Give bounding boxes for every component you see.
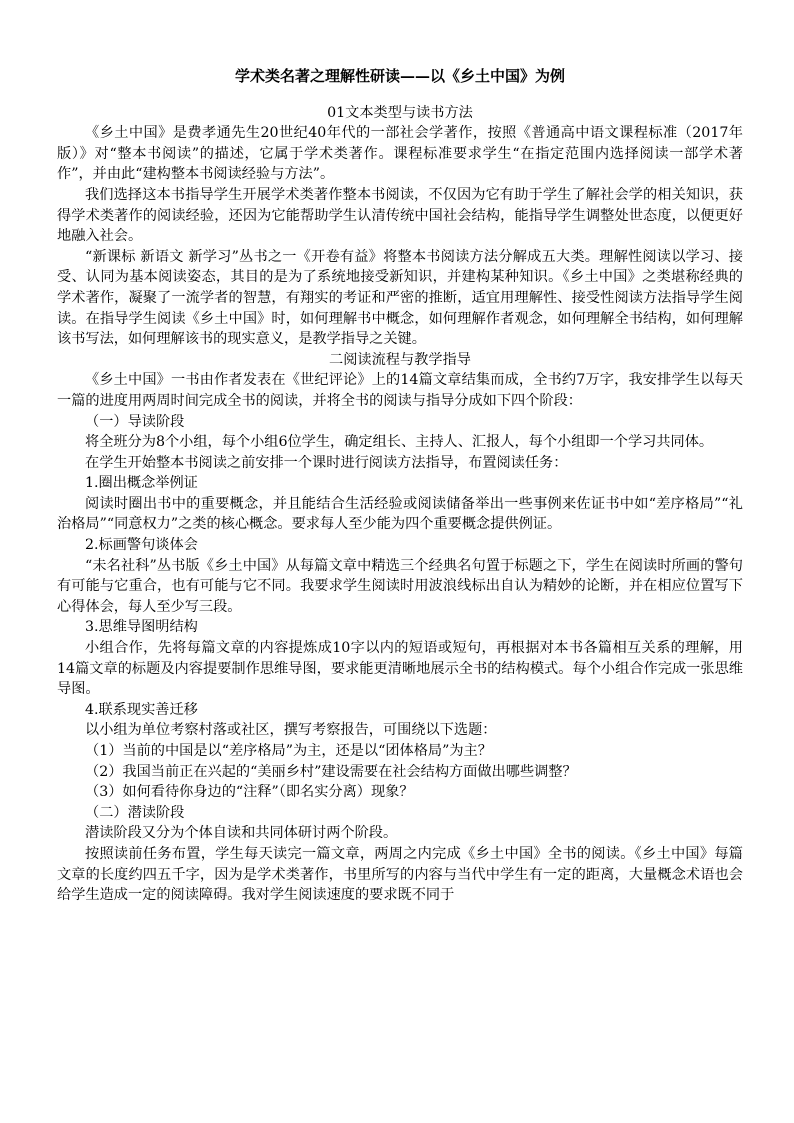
paragraph: 阅读时圈出书中的重要概念，并且能结合生活经验或阅读储备举出一些事例来佐证书中如“差序格局”“礼治格局”“同意权力”之类的核心概念。要求每人至少能为四个重要概念提供例证。: [57, 495, 743, 533]
list-item: （3）如何看待你身边的“注释”（即名实分离）现象？: [85, 784, 414, 801]
page-title: 学术类名著之理解性研读——以《乡土中国》为例: [234, 67, 565, 85]
paragraph: 《乡土中国》一书由作者发表在《世纪评论》上的14篇文章结集而成，全书约7万字，我安排学生以每天一篇的进度用两周时间完成全书的阅读，并将全书的阅读与指导分成如下四个阶段：: [57, 372, 743, 409]
paragraph: “未名社科”丛书版《乡土中国》从每篇文章中精选三个经典名句置于标题之下，学生在阅读时所画的警句有可能与它重合，也有可能与它不同。我要求学生阅读时用波浪线标出自认为精妙的论断，并在相应位置写下心得体会，每人至少写三段。: [57, 557, 743, 615]
subheading: （二）潜读阶段: [85, 804, 185, 821]
subheading: 2.标画警句谈体会: [85, 537, 198, 554]
document-page: [57, 66, 743, 906]
paragraph: 小组合作，先将每篇文章的内容提炼成10字以内的短语或短句，再根据对本书各篇相互关系的理解，用14篇文章的标题及内容提要制作思维导图，要求能更清晰地展示全书的结构模式。每个小组合作完成一张思维导图。: [57, 640, 743, 698]
section-heading: 二阅读流程与教学指导: [329, 351, 471, 368]
subheading: 1.圈出概念举例证: [85, 475, 198, 492]
paragraph: 按照读前任务布置，学生每天读完一篇文章，两周之内完成《乡土中国》全书的阅读。《乡土中国》每篇文章的长度约四五千字，因为是学术类著作，书里所写的内容与当代中学生有一定的距离，大量概念术语也会给学生造成一定的阅读障碍。我对学生阅读速度的要求既不同于: [57, 845, 743, 904]
paragraph: 我们选择这本书指导学生开展学术类著作整本书阅读，不仅因为它有助于学生了解社会学的相关知识，获得学术类著作的阅读经验，还因为它能帮助学生认清传统中国社会结构，能指导学生调整处世态度，以便更好地融入社会。: [57, 186, 743, 245]
paragraph: 在学生开始整本书阅读之前安排一个课时进行阅读方法指导，布置阅读任务：: [85, 454, 568, 471]
paragraph: 潜读阶段又分为个体自读和共同体研讨两个阶段。: [85, 825, 398, 842]
subheading: （一）导读阶段: [85, 413, 185, 430]
list-item: （2）我国当前正在兴起的“美丽乡村”建设需要在社会结构方面做出哪些调整？: [85, 763, 577, 780]
paragraph: 《乡土中国》是费孝通先生20世纪40年代的一部社会学著作，按照《普通高中语文课程标准（2017年版）》对“整本书阅读”的描述，它属于学术类著作。课程标准要求学生“在指定范围内选择阅读一部学术著作”，并由此“建构整本书阅读经验与方法”。: [57, 125, 743, 183]
paragraph: 以小组为单位考察村落或社区，撰写考察报告，可围绕以下选题：: [85, 722, 497, 739]
list-item: （1）当前的中国是以“差序格局”为主，还是以“团体格局”为主？: [85, 743, 492, 759]
section-heading: 01文本类型与读书方法: [327, 104, 473, 121]
subheading: 3.思维导图明结构: [85, 619, 198, 636]
paragraph: 将全班分为8个小组，每个小组6位学生，确定组长、主持人、汇报人，每个小组即一个学习共同体。: [85, 434, 714, 451]
paragraph: “新课标 新语文 新学习”丛书之一《开卷有益》将整本书阅读方法分解成五大类。理解性阅读以学习、接受、认同为基本阅读姿态，其目的是为了系统地接受新知识，并建构某种知识。《乡土中国》之类堪称经典的学术著作，凝聚了一流学者的智慧，有翔实的考证和严密的推断，适宜用理解性、接受性阅读方法指导学生阅读。在指导学生阅读《乡土中国》时，如何理解书中概念，如何理解作者观念，如何理解全书结构，如何理解该书写法，如何理解该书的现实意义，是教学指导之关键。: [57, 248, 743, 348]
subheading: 4.联系现实善迁移: [85, 701, 198, 718]
